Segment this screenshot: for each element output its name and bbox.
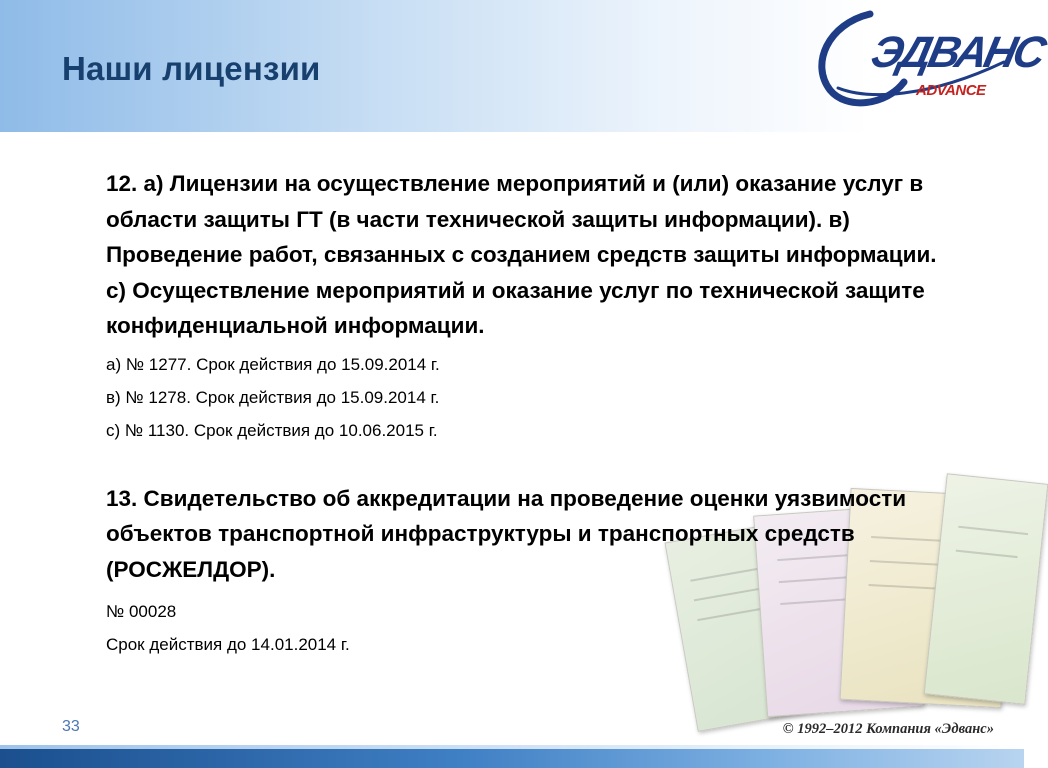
copyright-notice: © 1992–2012 Компания «Эдванс»	[782, 721, 994, 737]
certificate-number: № 00028	[106, 602, 177, 621]
section-13-heading: 13. Свидетельство об аккредитации на проведение оценки уязвимости объектов транспортной инфраструктуры и транспортных средств (РОСЖЕЛДОР).	[106, 485, 907, 582]
slide-title: Наши лицензии	[62, 50, 321, 87]
logo-subtitle: ADVANCE	[916, 82, 986, 99]
license-item: в) № 1278. Срок действия до 15.09.2014 г.	[106, 387, 440, 407]
footer-bar	[0, 749, 1024, 768]
certificate-validity: Срок действия до 14.01.2014 г.	[106, 635, 350, 654]
license-item: с) № 1130. Срок действия до 10.06.2015 г.	[106, 420, 438, 440]
license-item: а) № 1277. Срок действия до 15.09.2014 г.	[106, 354, 440, 374]
page-number: 33	[62, 718, 80, 735]
logo-wordmark: ЭДВАНС	[866, 28, 1048, 77]
slide-content	[106, 166, 956, 661]
section-12-heading: 12. а) Лицензии на осуществление мероприятий и (или) оказание услуг в области защиты ГТ (в части технической защиты информации). в) Проведение работ, связанных с созданием средств защиты информации. с) Осуществление мероприятий и оказание услуг по технической защите конфиденциальной информации.	[106, 171, 937, 338]
company-logo	[808, 2, 1048, 120]
